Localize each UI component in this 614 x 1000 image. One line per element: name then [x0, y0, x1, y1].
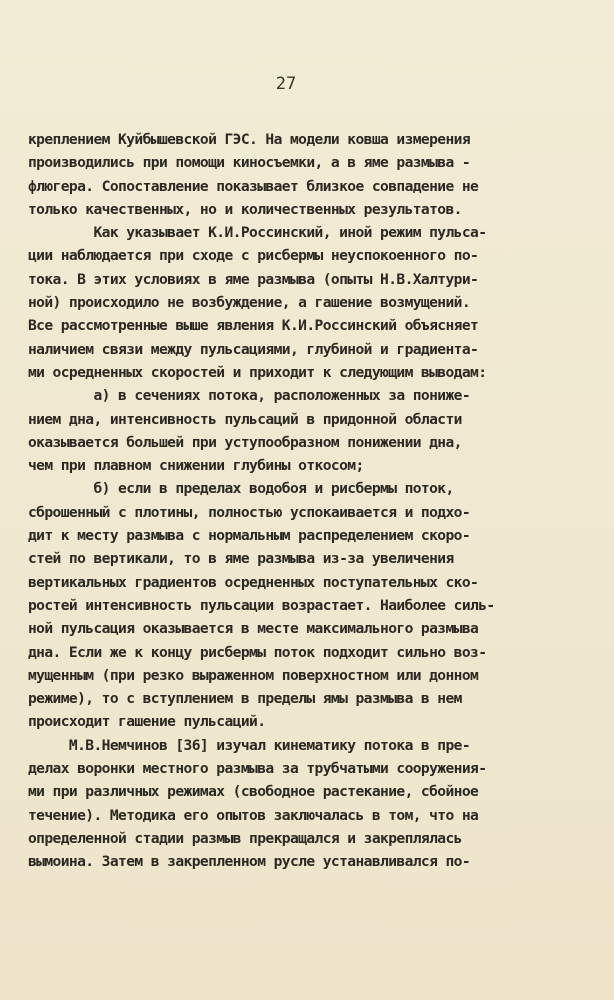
text-line: ции наблюдается при сходе с рисбермы неуспокоенного по-: [28, 247, 479, 265]
text-line: Как указывает К.И.Россинский, иной режим пульса-: [28, 224, 487, 242]
text-line: режиме), то с вступлением в пределы ямы размыва в нем: [28, 690, 462, 708]
text-line: течение). Методика его опытов заключалась в том, что на: [28, 806, 479, 824]
text-line: ной пульсация оказывается в месте максимального размыва: [28, 620, 479, 638]
text-line: креплением Куйбышевской ГЭС. На модели ковша измерения: [28, 131, 471, 148]
text-line: стей по вертикали, то в яме размыва из-за увеличения: [28, 550, 454, 568]
text-line: ми при различных режимах (свободное растекание, сбойное: [28, 783, 479, 801]
page-number: 27: [275, 74, 297, 94]
text-line: чем при плавном снижении глубины откосом;: [28, 457, 364, 475]
text-line: ми осредненных скоростей и приходит к следующим выводам:: [28, 363, 487, 381]
text-line: тока. В этих условиях в яме размыва (опыты Н.В.Халтури-: [28, 270, 479, 288]
text-line: дна. Если же к концу рисбермы поток подходит сильно воз-: [28, 643, 487, 661]
text-line: происходит гашение пульсаций.: [28, 713, 266, 731]
text-line: только качественных, но и количественных результатов.: [28, 200, 462, 218]
text-line: делах воронки местного размыва за трубчатыми сооружения-: [28, 760, 487, 778]
text-line: оказывается большей при уступообразном понижении дна,: [28, 433, 462, 451]
body-text: [28, 128, 588, 874]
text-line: флюгера. Сопоставление показывает близкое совпадение не: [28, 177, 479, 195]
text-line: а) в сечениях потока, расположенных за понижe-: [28, 387, 471, 405]
text-line: нием дна, интенсивность пульсаций в придонной области: [28, 410, 462, 428]
text-line: Все рассмотренные выше явления К.И.Россинский объясняет: [28, 317, 479, 335]
text-line: производились при помощи киносъемки, а в яме размыва -: [28, 154, 471, 172]
text-line: дит к месту размыва с нормальным распределением скоро-: [28, 527, 471, 545]
text-line: сброшенный с плотины, полностью успокаивается и подхо-: [28, 503, 471, 521]
text-line: мущенным (при резко выраженном поверхностном или донном: [28, 666, 479, 684]
text-line: вымоина. Затем в закрепленном русле устанавливался по-: [28, 853, 471, 871]
text-line: определенной стадии размыв прекращался и закреплялась: [28, 829, 462, 847]
text-line: ростей интенсивность пульсации возрастает. Наиболее силь-: [28, 596, 495, 614]
text-line: М.В.Немчинов [36] изучал кинематику потока в пре-: [28, 736, 471, 754]
text-line: вертикальных градиентов осредненных поступательных ско-: [28, 573, 479, 591]
text-line: наличием связи между пульсациями, глубиной и градиента-: [28, 340, 479, 358]
text-line: б) если в пределах водобоя и рисбермы поток,: [28, 480, 454, 498]
text-line: ной) происходило не возбуждение, а гашение возмущений.: [28, 294, 471, 312]
